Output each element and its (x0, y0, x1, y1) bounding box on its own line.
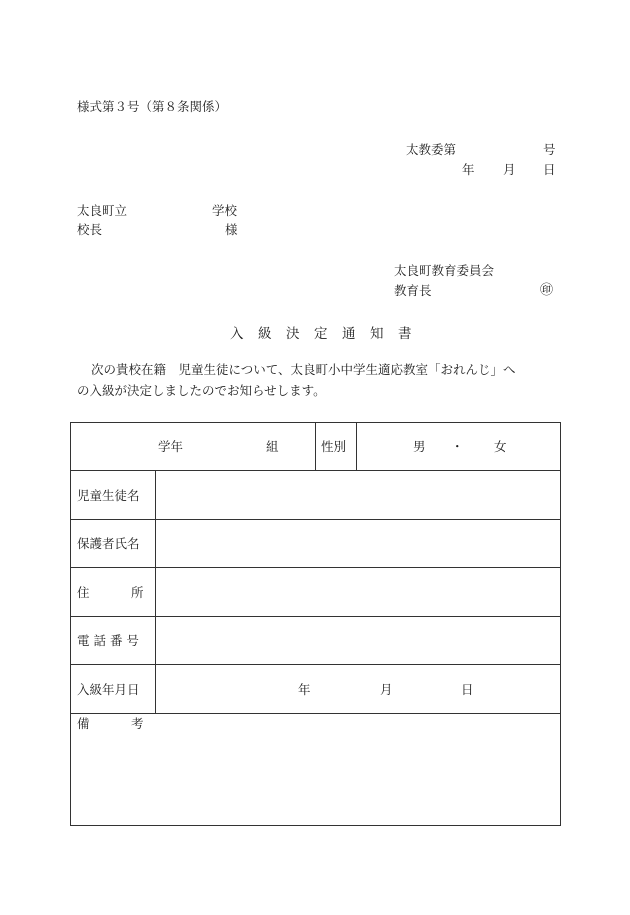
address-label-start: 住 (77, 585, 90, 600)
remarks-label-start: 備 (77, 716, 90, 731)
remarks-label-end: 考 (131, 716, 144, 731)
title-char: 通 (342, 326, 356, 342)
gender-male-option: 男 (413, 439, 426, 454)
column-divider (155, 470, 156, 714)
title-char: 級 (258, 326, 272, 342)
addressee-school-prefix: 太良町立 (77, 203, 128, 218)
addressee-principal-prefix: 校長 (77, 222, 103, 237)
date-day-label: 日 (543, 162, 556, 177)
date-month-label: 月 (503, 162, 516, 177)
row-divider (70, 713, 561, 714)
addressee-principal-suffix: 様 (225, 222, 238, 237)
title-char: 定 (314, 326, 328, 342)
sender-organization: 太良町教育委員会 (394, 263, 495, 278)
enrollment-day-label: 日 (461, 682, 474, 697)
enrollment-date-label: 入級年月日 (77, 682, 140, 697)
title-char: 決 (286, 326, 300, 342)
enrollment-month-label: 月 (380, 682, 393, 697)
form-number: 様式第３号（第８条関係） (77, 99, 228, 114)
title-char: 入 (230, 326, 244, 342)
body-line-2: の入級が決定しましたのでお知らせします。 (77, 383, 326, 398)
addressee-school-suffix: 学校 (212, 203, 238, 218)
guardian-name-label: 保護者氏名 (77, 536, 140, 551)
row-divider (70, 567, 561, 568)
column-divider (356, 422, 357, 471)
gender-separator: ・ (451, 439, 464, 454)
row-divider (70, 519, 561, 520)
document-number-suffix: 号 (543, 142, 556, 157)
seal-mark: ㊞ (540, 283, 554, 298)
address-label-end: 所 (131, 585, 144, 600)
table-border-right (560, 422, 561, 826)
phone-label: 電 話 番 号 (77, 633, 139, 648)
column-divider (315, 422, 316, 471)
title-char: 書 (398, 326, 412, 342)
class-label: 組 (266, 439, 279, 454)
row-divider (70, 664, 561, 665)
sender-title: 教育長 (394, 283, 432, 298)
gender-female-option: 女 (494, 439, 507, 454)
title-char: 知 (370, 326, 384, 342)
document-title (0, 322, 630, 340)
enrollment-year-label: 年 (298, 682, 311, 697)
table-border-bottom (70, 825, 561, 826)
student-name-label: 児童生徒名 (77, 488, 140, 503)
gender-label: 性別 (321, 439, 347, 454)
row-divider (70, 616, 561, 617)
date-year-label: 年 (462, 162, 475, 177)
body-line-1: 次の貴校在籍 児童生徒について、太良町小中学生適応教室「おれんじ」へ (91, 362, 516, 377)
grade-label: 学年 (158, 439, 184, 454)
document-number-prefix: 太教委第 (406, 142, 457, 157)
table-border-left (70, 422, 71, 826)
